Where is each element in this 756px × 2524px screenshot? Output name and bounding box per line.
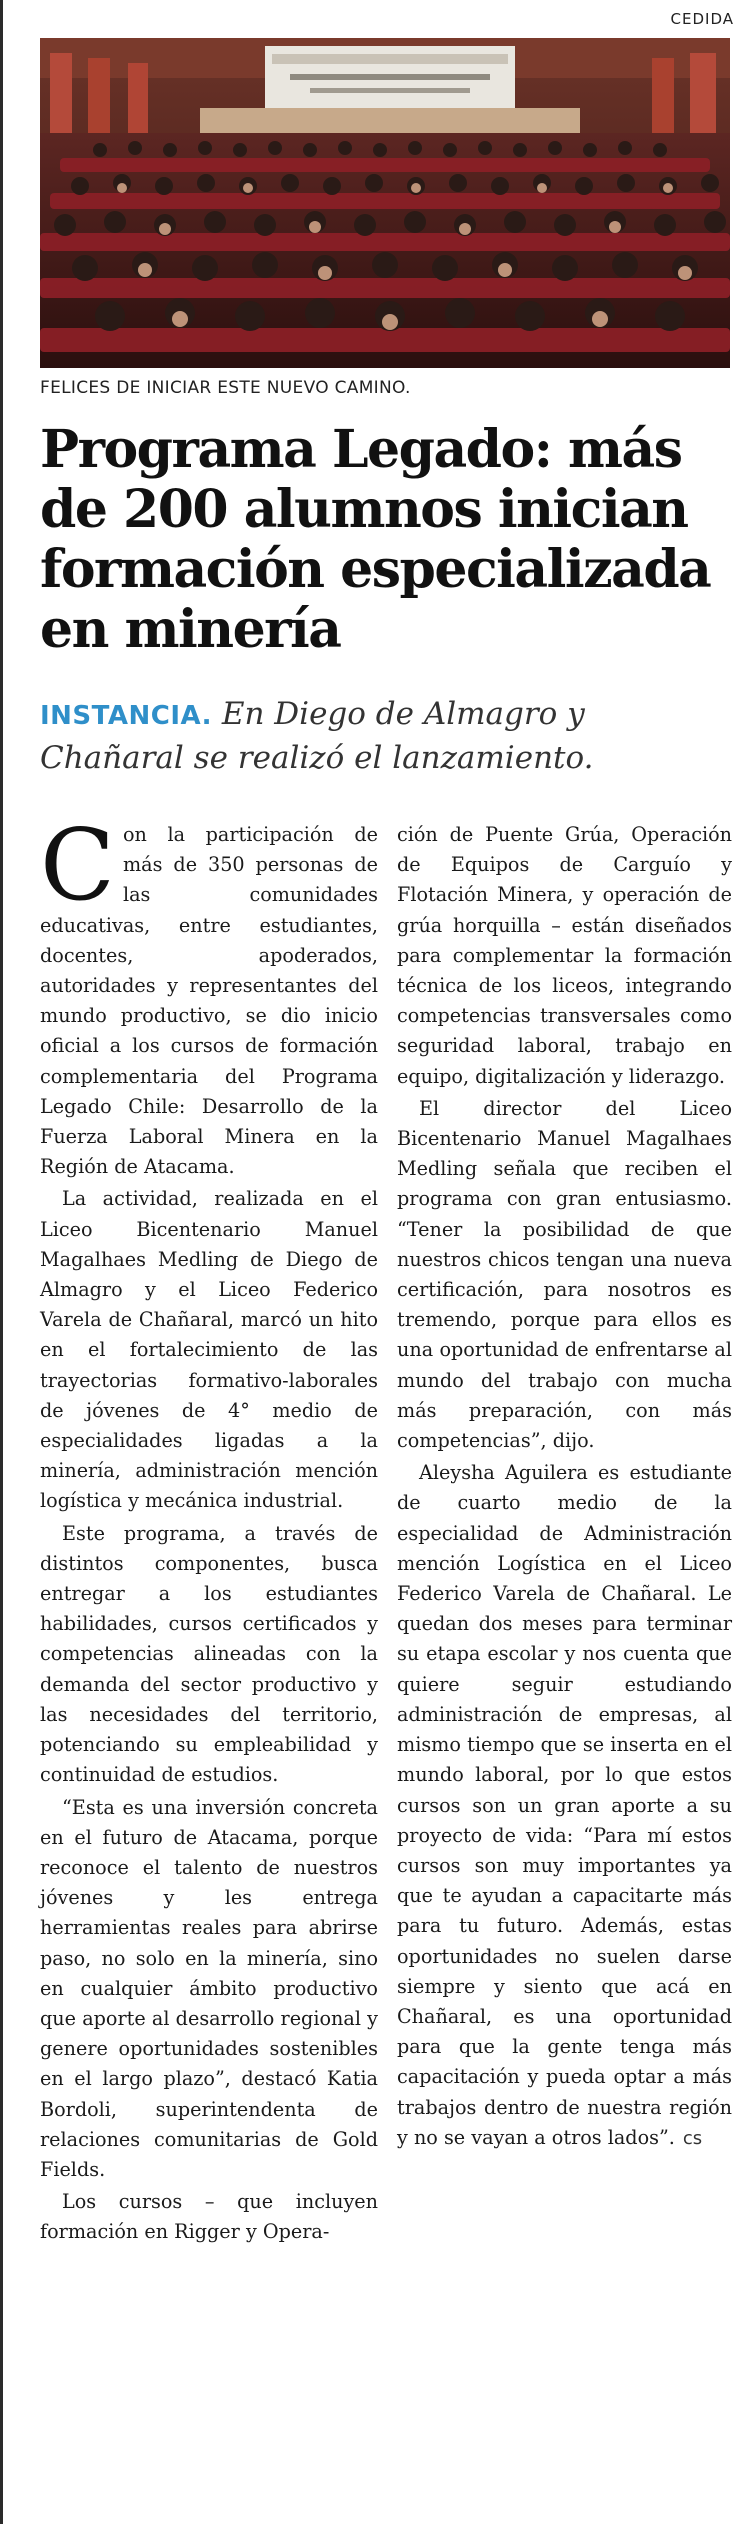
paragraph-3: Este programa, a través de distintos componentes, busca entregar a los estudiantes habilidades, cursos certificados y competencias alineadas con la demanda del sector productivo y las necesidades del territorio, potenciando su empleabilidad y continuidad de estudios.: [40, 1521, 378, 1787]
auditorium-photo-illustration: [40, 38, 730, 368]
kicker-label: INSTANCIA.: [40, 701, 212, 731]
kicker-text: En Diego de Almagro y Chañaral se realizó el lanzamiento.: [40, 696, 594, 776]
photo-credit: CEDIDA: [670, 10, 734, 28]
headline-line-1: Programa Legado: más: [40, 419, 682, 480]
paragraph-6: ción de Puente Grúa, Operación de Equipos de Carguío y Flotación Minera, y operación de grúa horquilla – están diseñados para complementar la formación técnica de los liceos, integrando competencias transversales como seguridad laboral, trabajo en equipo, digitalización y liderazgo.: [397, 823, 732, 1088]
headline: [40, 420, 740, 660]
headline-line-4: en minería: [40, 599, 341, 660]
auditorium-photo: [40, 38, 730, 368]
article-column-left: [40, 809, 378, 2250]
headline-line-2: de 200 alumnos inician: [40, 479, 688, 540]
end-of-article-mark: cs: [682, 2127, 703, 2149]
paragraph-1: [40, 809, 378, 1182]
paragraph-8-text: Aleysha Aguilera es estudiante de cuarto medio de la especialidad de Administración mención Logística en el Liceo Federico Varela de Chañaral. Le quedan dos meses para terminar su etapa escolar y nos cuenta que quiere seguir estudiando administración de empresas, al mismo tiempo que se inserta en el mundo laboral, por lo que estos cursos son un gran aporte a su proyecto de vida: “Para mí estos cursos son muy importantes ya que te ayudan a capacitarte más para tu futuro. Además, estas oportunidades no suelen darse siempre y siento que acá en Chañaral, es una oportunidad para que la gente tenga más capacitación y pueda optar a más trabajos dentro de nuestra región y no se vayan a otros lados”.: [397, 1461, 732, 2149]
kicker: [40, 693, 730, 779]
paragraph-8: [397, 1458, 732, 2154]
paragraph-7: El director del Liceo Bicentenario Manuel Magalhaes Medling señala que reciben el programa con gran entusiasmo. “Tener la posibilidad de que nuestros chicos tengan una nueva certificación, para nosotros es tremendo, porque para ellos es una oportunidad de enfrentarse al mundo del trabajo con mucha más preparación, con más competencias”, dijo.: [397, 1096, 732, 1453]
paragraph-4: “Esta es una inversión concreta en el futuro de Atacama, porque reconoce el talento de nuestros jóvenes y les entrega herramientas reales para abrirse paso, no solo en la minería, sino en cualquier ámbito productivo que aporte al desarrollo regional y genere oportunidades sostenibles en el largo plazo”, destacó Katia Bordoli, superintendenta de relaciones comunitarias de Gold Fields.: [40, 1795, 378, 2181]
paragraph-1-text: on la participación de más de 350 personas de las comunidades educativas, entre estudiantes, docentes, apoderados, autoridades y representantes del mundo productivo, se dio inicio oficial a los cursos de formación complementaria del Programa Legado Chile: Desarrollo de la Fuerza Laboral Minera en la Región de Atacama.: [40, 823, 378, 1179]
article-column-right: [397, 820, 732, 2156]
drop-cap: C: [40, 809, 115, 923]
paragraph-2: La actividad, realizada en el Liceo Bicentenario Manuel Magalhaes Medling de Diego de Almagro y el Liceo Federico Varela de Chañaral, marcó un hito en el fortalecimiento de las trayectorias formativo-laborales de jóvenes de 4° medio de especialidades ligadas a la minería, administración mención logística y mecánica industrial.: [40, 1187, 378, 1513]
photo-caption: FELICES DE INICIAR ESTE NUEVO CAMINO.: [40, 378, 411, 398]
page-edge-rule: [0, 0, 3, 2524]
paragraph-5: Los cursos – que incluyen formación en Rigger y Opera-: [40, 2190, 378, 2244]
headline-line-3: formación especializada: [40, 539, 711, 600]
